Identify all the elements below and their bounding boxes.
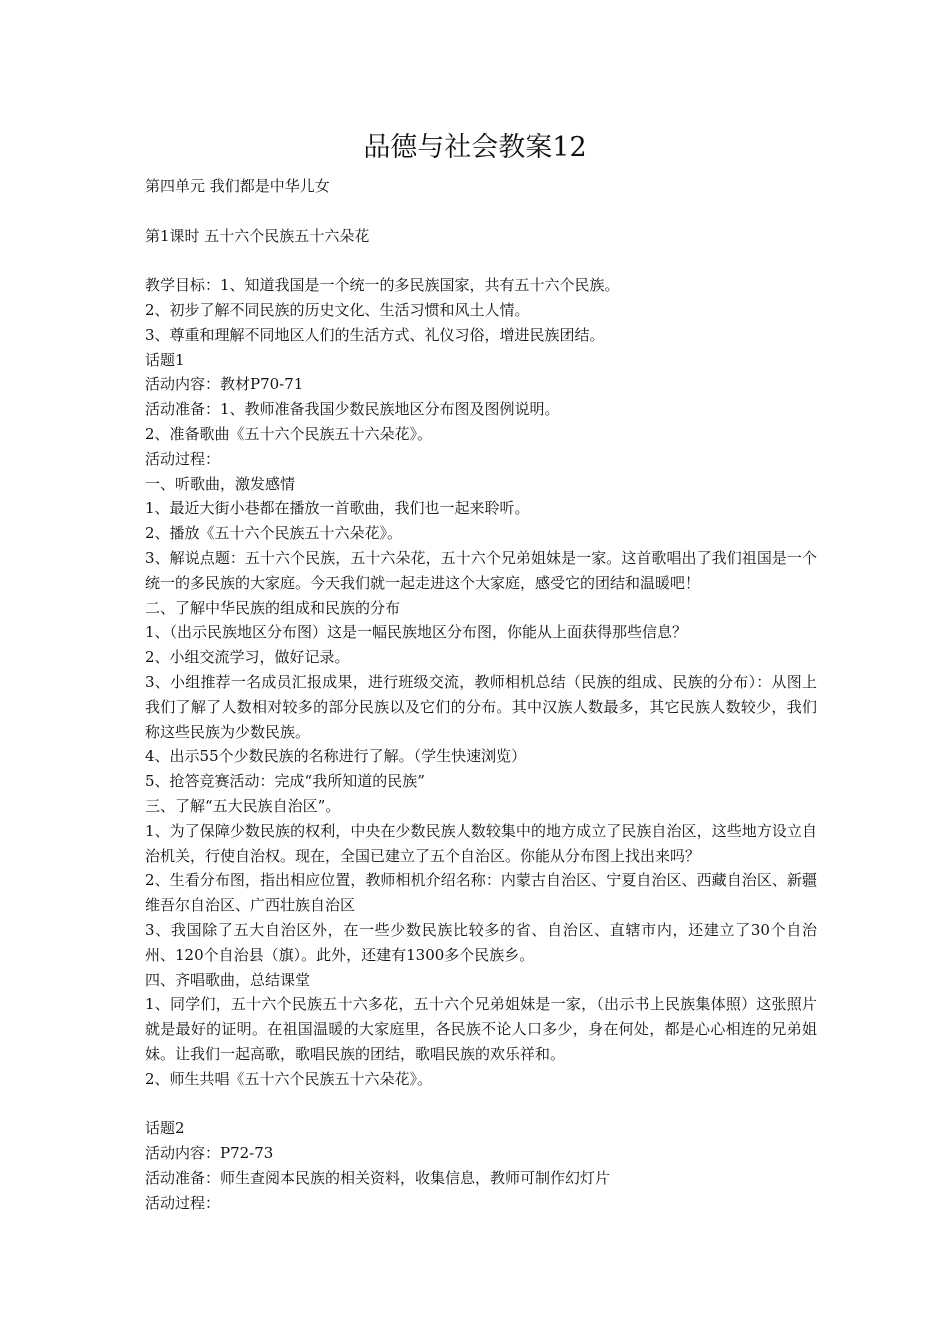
paragraph: 1、最近大街小巷都在播放一首歌曲，我们也一起来聆听。 (145, 499, 530, 518)
paragraph: 1、为了保障少数民族的权利，中央在少数民族人数较集中的地方成立了民族自治区，这些地方设立自治机关，行使自治权。现在，全国已建立了五个自治区。你能从分布图上找出来吗？ (145, 821, 817, 865)
paragraph: 4、出示55个少数民族的名称进行了解。（学生快速浏览） (145, 747, 527, 766)
topic-2-heading: 话题2 (145, 1119, 185, 1138)
document-body (145, 174, 817, 1215)
paragraph: 2、小组交流学习，做好记录。 (145, 648, 350, 667)
blank-line (145, 248, 817, 273)
blank-line (145, 199, 817, 224)
paragraph: 3、解说点题：五十六个民族，五十六朵花，五十六个兄弟姐妹是一家。这首歌唱出了我们祖国是一个统一的多民族的大家庭。今天我们就一起走进这个大家庭，感受它的团结和温暖吧！ (145, 548, 817, 592)
activity-content: 活动内容：P72-73 (145, 1144, 274, 1163)
activity-content: 活动内容：教材P70-71 (145, 375, 304, 394)
teaching-goal-3: 3、尊重和理解不同地区人们的生活方式、礼仪习俗，增进民族团结。 (145, 325, 605, 344)
activity-process: 活动过程： (145, 449, 221, 468)
section-heading: 一、听歌曲，激发感情 (145, 474, 296, 493)
teaching-goal-2: 2、初步了解不同民族的历史文化、生活习惯和风土人情。 (145, 300, 530, 319)
teaching-goal-1: 教学目标：1、知道我国是一个统一的多民族国家，共有五十六个民族。 (145, 276, 620, 295)
paragraph: 3、小组推荐一名成员汇报成果，进行班级交流，教师相机总结（民族的组成、民族的分布）：从图上我们了解了人数相对较多的部分民族以及它们的分布。其中汉族人数最多，其它民族人数较少，我们称这些民族为少数民族。 (145, 672, 817, 741)
topic-1-heading: 话题1 (145, 350, 185, 369)
activity-prep-2: 2、准备歌曲《五十六个民族五十六朵花》。 (145, 424, 433, 443)
paragraph: 1、同学们，五十六个民族五十六多花，五十六个兄弟姐妹是一家，（出示书上民族集体照）这张照片就是最好的证明。在祖国温暖的大家庭里，各民族不论人口多少，身在何处，都是心心相连的兄弟姐妹。让我们一起高歌，歌唱民族的团结，歌唱民族的欢乐祥和。 (145, 995, 817, 1063)
paragraph: 5、抢答竞赛活动：完成“我所知道的民族” (145, 772, 425, 791)
document-title: 品德与社会教案12 (363, 132, 587, 163)
activity-prep-1: 活动准备：1、教师准备我国少数民族地区分布图及图例说明。 (145, 400, 560, 419)
lesson-heading: 第1课时 五十六个民族五十六朵花 (145, 226, 370, 245)
paragraph: 1、（出示民族地区分布图）这是一幅民族地区分布图，你能从上面获得那些信息？ (145, 623, 688, 642)
activity-process: 活动过程： (145, 1193, 221, 1212)
paragraph: 2、师生共唱《五十六个民族五十六朵花》。 (145, 1069, 433, 1088)
blank-line (145, 1091, 817, 1116)
section-heading: 二、了解中华民族的组成和民族的分布 (145, 598, 401, 617)
activity-prep: 活动准备：师生查阅本民族的相关资料，收集信息，教师可制作幻灯片 (145, 1168, 611, 1187)
paragraph: 3、我国除了五大自治区外，在一些少数民族比较多的省、自治区、直辖市内，还建立了30个自治州、120个自治县（旗）。此外，还建有1300多个民族乡。 (145, 920, 817, 964)
section-heading: 三、了解“五大民族自治区”。 (145, 796, 341, 815)
paragraph: 2、播放《五十六个民族五十六朵花》。 (145, 524, 403, 543)
section-heading: 四、齐唱歌曲，总结课堂 (145, 970, 311, 989)
unit-heading: 第四单元 我们都是中华儿女 (145, 177, 330, 195)
paragraph: 2、生看分布图，指出相应位置，教师相机介绍名称：内蒙古自治区、宁夏自治区、西藏自治区、新疆维吾尔自治区、广西壮族自治区 (145, 871, 817, 915)
